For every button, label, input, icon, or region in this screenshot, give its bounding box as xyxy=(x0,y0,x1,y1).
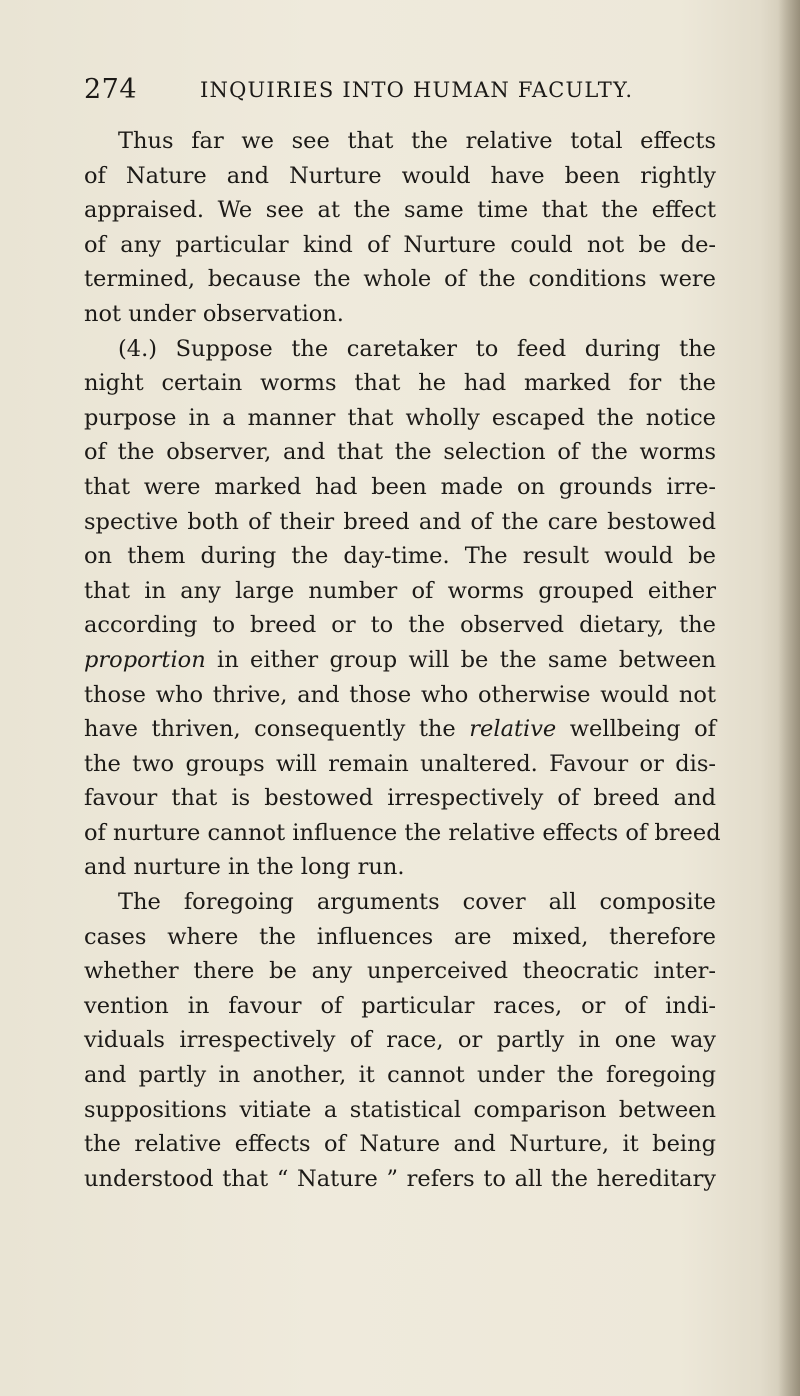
running-head xyxy=(84,74,684,110)
text-line: of nurture cannot influence the relative effects of breed xyxy=(84,819,721,846)
text-line xyxy=(84,712,716,747)
text-line: that in any large number of worms grouped either xyxy=(84,577,716,604)
text-line: on them during the day-time. The result would be xyxy=(84,543,716,570)
text-line: those who thrive, and those who otherwise would not xyxy=(84,681,716,708)
text-line: the relative effects of Nature and Nurture, it being xyxy=(84,1131,716,1158)
text-line: suppositions vitiate a statistical comparison between xyxy=(84,1096,716,1123)
text-line: that were marked had been made on grounds irre- xyxy=(84,473,716,500)
text-line: termined, because the whole of the conditions were xyxy=(84,266,716,293)
text-line: (4.) Suppose the caretaker to feed during the xyxy=(118,335,716,362)
text-line: vention in favour of particular races, or of indi- xyxy=(84,992,716,1019)
text-run: wellbeing of xyxy=(556,716,716,743)
body-text xyxy=(84,124,721,1196)
text-line: and nurture in the long run. xyxy=(84,854,405,881)
text-line: whether there be any unperceived theocratic inter- xyxy=(84,958,716,985)
running-head-title: INQUIRIES INTO HUMAN FACULTY. xyxy=(200,78,634,102)
text-line: viduals irrespectively of race, or partly in one way xyxy=(84,1027,716,1054)
text-run: in either group will be the same between xyxy=(205,646,716,673)
text-line: the two groups will remain unaltered. Favour or dis- xyxy=(84,750,716,777)
italic-word: proportion xyxy=(84,646,206,673)
text-line: and partly in another, it cannot under the foregoing xyxy=(84,1062,716,1089)
text-run: have thriven, consequently the xyxy=(84,716,470,743)
text-line: Thus far we see that the relative total effects xyxy=(118,128,716,154)
text-line: appraised. We see at the same time that the effect xyxy=(84,197,716,224)
text-line xyxy=(84,643,716,678)
text-line: purpose in a manner that wholly escaped the notice xyxy=(84,404,716,431)
text-line: of the observer, and that the selection of the worms xyxy=(84,439,716,466)
page-edge-shadow xyxy=(778,0,800,1396)
text-line: according to breed or to the observed dietary, the xyxy=(84,612,716,639)
text-line: not under observation. xyxy=(84,300,344,327)
italic-word: relative xyxy=(469,716,557,743)
text-line: The foregoing arguments cover all composite xyxy=(118,889,716,916)
text-line: understood that “ Nature ” refers to all the hereditary xyxy=(84,1165,716,1192)
text-line: of any particular kind of Nurture could not be de- xyxy=(84,231,716,258)
page-number: 274 xyxy=(84,74,138,105)
text-line: cases where the influences are mixed, therefore xyxy=(84,923,716,950)
text-line: spective both of their breed and of the care bestowed xyxy=(84,508,716,535)
text-line: of Nature and Nurture would have been rightly xyxy=(84,162,716,189)
text-line: night certain worms that he had marked for the xyxy=(84,370,716,397)
text-line: favour that is bestowed irrespectively of breed and xyxy=(84,785,716,812)
